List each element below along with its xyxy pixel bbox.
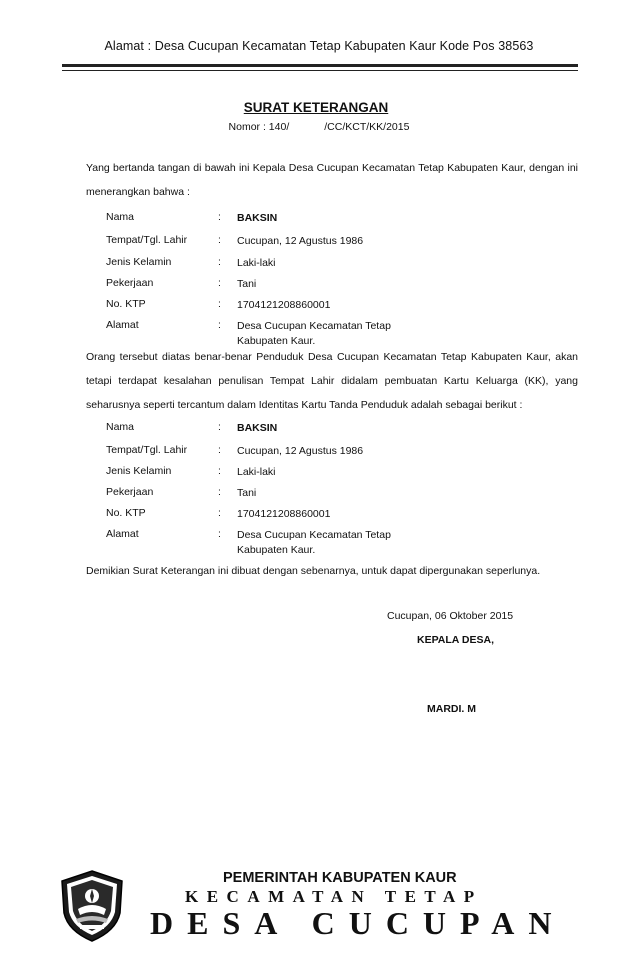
regency-crest-icon bbox=[58, 869, 126, 943]
field-label: Nama bbox=[106, 421, 135, 433]
field-label: Jenis Kelamin bbox=[106, 465, 172, 477]
letter-number: Nomor : 140/ /CC/KCT/KK/2015 bbox=[228, 121, 410, 133]
field-label: No. KTP bbox=[106, 298, 146, 310]
letter-title bbox=[0, 100, 638, 115]
field-label: Alamat bbox=[106, 528, 139, 540]
field-colon: : bbox=[218, 319, 221, 331]
field-label: Jenis Kelamin bbox=[106, 256, 172, 268]
field-value: 1704121208860001 bbox=[237, 299, 331, 311]
field-label: Pekerjaan bbox=[106, 486, 154, 498]
letter-title-text: SURAT KETERANGAN bbox=[243, 100, 389, 115]
field-label: Tempat/Tgl. Lahir bbox=[106, 444, 188, 456]
field-value: 1704121208860001 bbox=[237, 508, 331, 520]
field-colon: : bbox=[218, 211, 221, 223]
field-value: Cucupan, 12 Agustus 1986 bbox=[237, 445, 364, 457]
letterhead-district: KECAMATAN TETAP bbox=[185, 887, 483, 906]
signature-position: KEPALA DESA, bbox=[417, 634, 495, 646]
signature-place-date: Cucupan, 06 Oktober 2015 bbox=[387, 610, 514, 622]
field-colon: : bbox=[218, 507, 221, 519]
field-label: Nama bbox=[106, 211, 135, 223]
field-colon: : bbox=[218, 256, 221, 268]
field-value: Cucupan, 12 Agustus 1986 bbox=[237, 235, 364, 247]
field-value: Tani bbox=[237, 278, 257, 290]
middle-paragraph: Orang tersebut diatas benar-benar Penduduk Desa Cucupan Kecamatan Tetap Kabupaten Kaur, akan tetapi terdapat kesalahan penulisan Tempat Lahir didalam pembuatan Kartu Keluarga (KK), yang seharusnya seperti tercantum dalam Identitas Kartu Tanda Penduduk adalah sebagai berikut : bbox=[86, 351, 578, 411]
letterhead-regency: PEMERINTAH KABUPATEN KAUR bbox=[223, 870, 457, 886]
field-colon: : bbox=[218, 528, 221, 540]
field-value: Desa Cucupan Kecamatan Tetap Kabupaten Kaur. bbox=[237, 320, 391, 347]
header-rule-thick bbox=[62, 64, 578, 67]
field-label: Tempat/Tgl. Lahir bbox=[106, 234, 188, 246]
closing-paragraph: Demikian Surat Keterangan ini dibuat dengan sebenarnya, untuk dapat dipergunakan seperlunya. bbox=[86, 565, 541, 577]
field-colon: : bbox=[218, 444, 221, 456]
field-value: Desa Cucupan Kecamatan Tetap Kabupaten Kaur. bbox=[237, 529, 391, 556]
field-colon: : bbox=[218, 277, 221, 289]
field-value: Tani bbox=[237, 487, 257, 499]
field-colon: : bbox=[218, 486, 221, 498]
field-value: BAKSIN bbox=[237, 422, 278, 434]
field-value: Laki-laki bbox=[237, 257, 276, 269]
intro-paragraph: Yang bertanda tangan di bawah ini Kepala Desa Cucupan Kecamatan Tetap Kabupaten Kaur, dengan ini menerangkan bahwa : bbox=[86, 162, 578, 198]
field-value: BAKSIN bbox=[237, 212, 278, 224]
field-label: No. KTP bbox=[106, 507, 146, 519]
field-colon: : bbox=[218, 465, 221, 477]
field-colon: : bbox=[218, 234, 221, 246]
field-value: Laki-laki bbox=[237, 466, 276, 478]
field-colon: : bbox=[218, 298, 221, 310]
field-label: Pekerjaan bbox=[106, 277, 154, 289]
header-rule-thin bbox=[62, 70, 578, 71]
field-label: Alamat bbox=[106, 319, 139, 331]
letterhead-village: DESA CUCUPAN bbox=[150, 905, 566, 941]
field-colon: : bbox=[218, 421, 221, 433]
signature-name: MARDI. M bbox=[427, 703, 476, 715]
address-line: Alamat : Desa Cucupan Kecamatan Tetap Kabupaten Kaur Kode Pos 38563 bbox=[104, 39, 534, 53]
